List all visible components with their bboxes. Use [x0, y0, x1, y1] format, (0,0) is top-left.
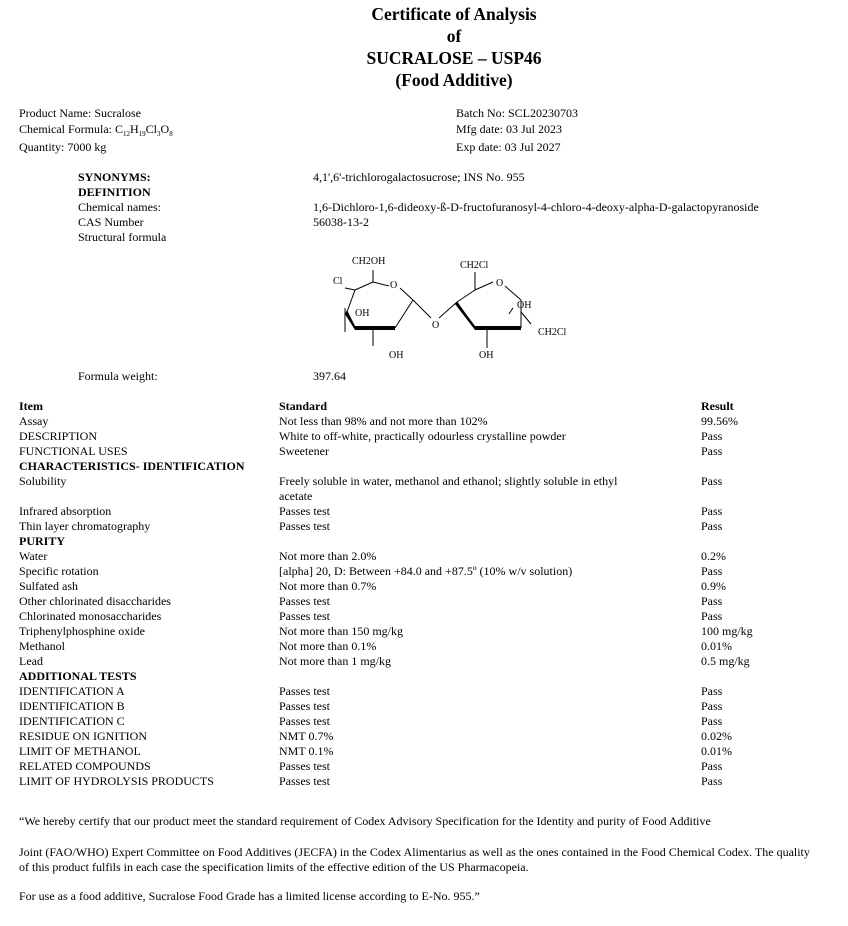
formula-weight-label: Formula weight:: [78, 369, 158, 383]
table-cell-item: Sulfated ash: [19, 579, 78, 593]
batch-number: Batch No: SCL20230703: [456, 106, 578, 120]
table-row: [19, 654, 848, 669]
title-line-4: (Food Additive): [395, 70, 513, 90]
label-bridge-o: O: [432, 320, 440, 331]
table-cell-item: DESCRIPTION: [19, 429, 98, 443]
chemical-names-label: Chemical names:: [78, 200, 161, 214]
header-standard: Standard: [279, 399, 328, 413]
table-cell-standard: Passes test: [279, 504, 330, 518]
table-cell-standard: NMT 0.1%: [279, 744, 334, 758]
table-row: [19, 414, 848, 429]
table-row: [19, 669, 848, 684]
table-row: [19, 459, 848, 474]
table-cell-standard: White to off-white, practically odourless crystalline powder: [279, 429, 566, 443]
chemical-names-value: 1,6-Dichloro-1,6-dideoxy-ß-D-fructofuranosyl-4-chloro-4-deoxy-alpha-D-galactopyranoside: [313, 200, 759, 214]
table-row: [19, 729, 848, 744]
table-row: [19, 474, 848, 489]
table-cell-item: RELATED COMPOUNDS: [19, 759, 151, 773]
table-cell-standard: Passes test: [279, 609, 330, 623]
table-cell-item: ADDITIONAL TESTS: [19, 669, 137, 683]
table-cell-standard: Passes test: [279, 684, 330, 698]
table-cell-standard: NMT 0.7%: [279, 729, 334, 743]
label-oh-right-ring: OH: [517, 300, 532, 311]
table-cell-standard: Not more than 0.7%: [279, 579, 377, 593]
table-row: [19, 594, 848, 609]
table-cell-item: Assay: [19, 414, 49, 428]
table-cell-result: 0.9%: [701, 579, 726, 593]
table-cell-standard: Passes test: [279, 594, 330, 608]
table-row: [19, 609, 848, 624]
definition-label: DEFINITION: [78, 185, 151, 199]
table-cell-standard: [alpha] 20, D: Between +84.0 and +87.5º (10% w/v solution): [279, 564, 573, 578]
label-oh-bottom-right: OH: [479, 350, 494, 361]
table-cell-item: Water: [19, 549, 48, 563]
label-ch2cl-top: CH2Cl: [460, 260, 489, 271]
table-cell-standard: Passes test: [279, 759, 330, 773]
table-row: [19, 579, 848, 594]
table-cell-item: RESIDUE ON IGNITION: [19, 729, 147, 743]
table-cell-result: Pass: [701, 699, 723, 713]
table-cell-standard: Not less than 98% and not more than 102%: [279, 414, 488, 428]
cas-value: 56038-13-2: [313, 215, 369, 229]
header-result: Result: [701, 399, 734, 413]
formula-weight-value: 397.64: [313, 369, 346, 383]
label-oh-left-ring: OH: [355, 308, 370, 319]
table-cell-standard: Not more than 2.0%: [279, 549, 377, 563]
title-line-2: of: [446, 26, 462, 46]
table-cell-standard: acetate: [279, 489, 313, 503]
table-row: [19, 504, 848, 519]
quantity: Quantity: 7000 kg: [19, 140, 107, 154]
formula-h-symbol: H: [130, 122, 139, 136]
table-cell-item: PURITY: [19, 534, 66, 548]
formula-c-count: 12: [123, 130, 130, 138]
table-cell-item: CHARACTERISTICS- IDENTIFICATION: [19, 459, 245, 473]
table-cell-standard: Passes test: [279, 774, 330, 788]
table-cell-item: Infrared absorption: [19, 504, 112, 518]
cas-label: CAS Number: [78, 215, 144, 229]
table-row: [19, 744, 848, 759]
table-cell-result: Pass: [701, 564, 723, 578]
table-cell-standard: Not more than 0.1%: [279, 639, 377, 653]
table-cell-item: LIMIT OF HYDROLYSIS PRODUCTS: [19, 774, 214, 788]
table-row-continuation: [19, 489, 848, 504]
structural-formula-diagram: [325, 250, 585, 362]
table-cell-item: Chlorinated monosaccharides: [19, 609, 162, 623]
chemical-formula: [19, 122, 173, 137]
label-ch2cl-right: CH2Cl: [538, 327, 567, 338]
table-cell-result: 0.01%: [701, 744, 732, 758]
table-cell-result: Pass: [701, 444, 723, 458]
certification-paragraph-3: For use as a food additive, Sucralose Food Grade has a limited license according to E-No. 955.”: [19, 889, 480, 903]
certification-paragraph-2b: of this product fulfils in each case the specification limits of the effective edition of the US Pharmacopeia.: [19, 860, 529, 874]
table-cell-result: Pass: [701, 774, 723, 788]
table-cell-result: Pass: [701, 504, 723, 518]
table-cell-standard: Sweetener: [279, 444, 329, 458]
table-cell-standard: Not more than 1 mg/kg: [279, 654, 391, 668]
formula-prefix: Chemical Formula: C: [19, 122, 123, 136]
table-row: [19, 624, 848, 639]
formula-cl-count: 3: [157, 130, 161, 138]
table-cell-item: LIMIT OF METHANOL: [19, 744, 141, 758]
synonyms-label: SYNONYMS:: [78, 170, 151, 184]
title-line-3: SUCRALOSE – USP46: [366, 48, 542, 68]
title-line-1: Certificate of Analysis: [371, 4, 537, 24]
formula-o-count: 8: [169, 130, 173, 138]
certification-paragraph-2a: Joint (FAO/WHO) Expert Committee on Food Additives (JECFA) in the Codex Alimentarius as well as the ones contained in the Food Chemical Codex. The quality: [19, 845, 810, 859]
table-cell-result: Pass: [701, 609, 723, 623]
table-cell-standard: Passes test: [279, 714, 330, 728]
table-cell-item: IDENTIFICATION A: [19, 684, 125, 698]
table-cell-standard: Passes test: [279, 519, 330, 533]
table-cell-item: IDENTIFICATION C: [19, 714, 125, 728]
table-cell-result: Pass: [701, 429, 723, 443]
table-cell-result: Pass: [701, 519, 723, 533]
table-cell-standard: Freely soluble in water, methanol and ethanol; slightly soluble in ethyl: [279, 474, 618, 488]
table-cell-item: Other chlorinated disaccharides: [19, 594, 171, 608]
table-cell-standard: Not more than 150 mg/kg: [279, 624, 403, 638]
structural-formula-label: Structural formula: [78, 230, 167, 244]
label-cl: Cl: [333, 276, 343, 287]
formula-o-symbol: O: [160, 122, 170, 136]
table-cell-result: 99.56%: [701, 414, 738, 428]
table-cell-item: Solubility: [19, 474, 67, 488]
header-item: Item: [19, 399, 43, 413]
table-cell-standard: Passes test: [279, 699, 330, 713]
exp-date: Exp date: 03 Jul 2027: [456, 140, 561, 154]
label-ring-o-right: O: [496, 278, 504, 289]
table-row: [19, 519, 848, 534]
table-cell-result: Pass: [701, 759, 723, 773]
synonyms-value: 4,1',6'-trichlorogalactosucrose; INS No. 955: [313, 170, 525, 184]
table-row: [19, 684, 848, 699]
label-ch2oh: CH2OH: [352, 256, 386, 267]
table-cell-result: 0.01%: [701, 639, 732, 653]
table-row: [19, 714, 848, 729]
table-cell-item: Lead: [19, 654, 43, 668]
table-row: [19, 444, 848, 459]
table-row: [19, 639, 848, 654]
label-oh-bottom-left: OH: [389, 350, 404, 361]
table-cell-item: FUNCTIONAL USES: [19, 444, 128, 458]
table-cell-result: 0.5 mg/kg: [701, 654, 750, 668]
table-cell-item: Thin layer chromatography: [19, 519, 151, 533]
table-cell-result: Pass: [701, 474, 723, 488]
product-name: Product Name: Sucralose: [19, 106, 141, 120]
table-cell-item: Methanol: [19, 639, 65, 653]
table-row: [19, 549, 848, 564]
table-row: [19, 759, 848, 774]
table-cell-result: Pass: [701, 594, 723, 608]
table-row: [19, 564, 848, 579]
mfg-date: Mfg date: 03 Jul 2023: [456, 122, 562, 136]
table-cell-result: Pass: [701, 714, 723, 728]
table-cell-item: IDENTIFICATION B: [19, 699, 125, 713]
table-row: [19, 534, 848, 549]
table-cell-result: Pass: [701, 684, 723, 698]
label-ring-o-left: O: [390, 280, 398, 291]
table-row: [19, 699, 848, 714]
table-row: [19, 429, 848, 444]
table-cell-item: Specific rotation: [19, 564, 99, 578]
certification-paragraph-1: “We hereby certify that our product meet the standard requirement of Codex Advisory Specification for the Identity and purity of Food Additive: [19, 814, 711, 828]
table-cell-result: 0.2%: [701, 549, 726, 563]
table-cell-result: 100 mg/kg: [701, 624, 753, 638]
formula-cl-symbol: Cl: [145, 122, 158, 136]
table-cell-result: 0.02%: [701, 729, 732, 743]
table-row: [19, 774, 848, 789]
table-header: [19, 399, 848, 414]
formula-h-count: 19: [138, 130, 146, 138]
table-cell-item: Triphenylphosphine oxide: [19, 624, 145, 638]
